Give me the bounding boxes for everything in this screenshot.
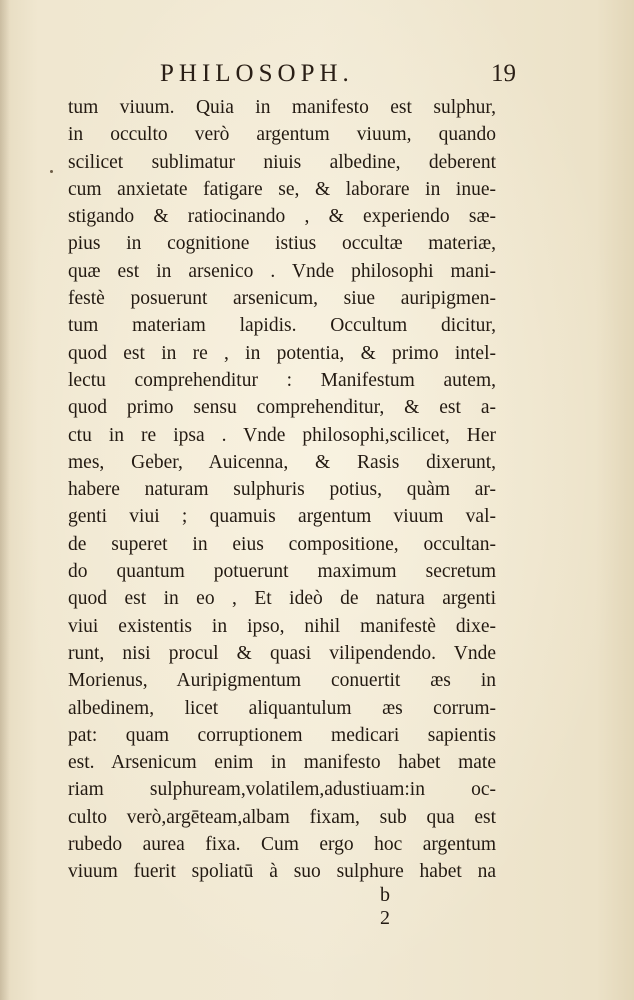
text-line: runt, nisi procul & quasi vilipendendo. Vnde bbox=[68, 642, 496, 664]
text-line: Morienus, Auripigmentum conuertit æs in bbox=[68, 670, 496, 692]
text-line: stigando & ratiocinando , & experiendo sæ- bbox=[68, 206, 496, 228]
text-line: est. Arsenicum enim in manifesto habet mate bbox=[68, 752, 496, 774]
running-head bbox=[0, 60, 634, 96]
text-line: quod est in eo , Et ideò de natura argenti bbox=[68, 588, 496, 610]
margin-mark-icon bbox=[50, 170, 53, 173]
text-line: cum anxietate fatigare se, & laborare in inue- bbox=[68, 178, 496, 200]
text-line: quod primo sensu comprehenditur, & est a- bbox=[68, 397, 496, 419]
running-head-title: PHILOSOPH. bbox=[160, 60, 354, 87]
text-line: genti viui ; quamuis argentum viuum val- bbox=[68, 506, 496, 528]
text-line: tum materiam lapidis. Occultum dicitur, bbox=[68, 315, 496, 337]
text-line: culto verò,argēteam,albam fixam, sub qua est bbox=[68, 806, 496, 828]
text-line: viui existentis in ipso, nihil manifestè dixe- bbox=[68, 615, 496, 637]
text-line: pat: quam corruptionem medicari sapientis bbox=[68, 724, 496, 746]
body-text bbox=[68, 94, 496, 886]
text-line: ctu in re ipsa . Vnde philosophi,scilicet, Her bbox=[68, 424, 496, 446]
text-line: quod est in re , in potentia, & primo intel- bbox=[68, 342, 496, 364]
signature-mark: b 2 bbox=[380, 884, 408, 929]
page-number: 19 bbox=[491, 60, 516, 87]
text-line: festè posuerunt arsenicum, siue auripigmen- bbox=[68, 288, 496, 310]
text-line: riam sulphuream,volatilem,adustiuam:in oc- bbox=[68, 779, 496, 801]
text-line: viuum fuerit spoliatū à suo sulphure habet na bbox=[68, 861, 496, 883]
text-line: scilicet sublimatur niuis albedine, deberent bbox=[68, 151, 496, 173]
text-line: de superet in eius compositione, occultan- bbox=[68, 533, 496, 555]
text-line: do quantum potuerunt maximum secretum bbox=[68, 561, 496, 583]
text-line: mes, Geber, Auicenna, & Rasis dixerunt, bbox=[68, 451, 496, 473]
text-line: tum viuum. Quia in manifesto est sulphur, bbox=[68, 97, 496, 118]
text-line: albedinem, licet aliquantulum æs corrum- bbox=[68, 697, 496, 719]
text-line: pius in cognitione istius occultæ materiæ, bbox=[68, 233, 496, 255]
text-line: rubedo aurea fixa. Cum ergo hoc argentum bbox=[68, 834, 496, 856]
text-line: lectu comprehenditur : Manifestum autem, bbox=[68, 369, 496, 391]
text-line: in occulto verò argentum viuum, quando bbox=[68, 124, 496, 146]
text-line: habere naturam sulphuris potius, quàm ar- bbox=[68, 479, 496, 501]
text-line: quæ est in arsenico . Vnde philosophi mani- bbox=[68, 260, 496, 282]
